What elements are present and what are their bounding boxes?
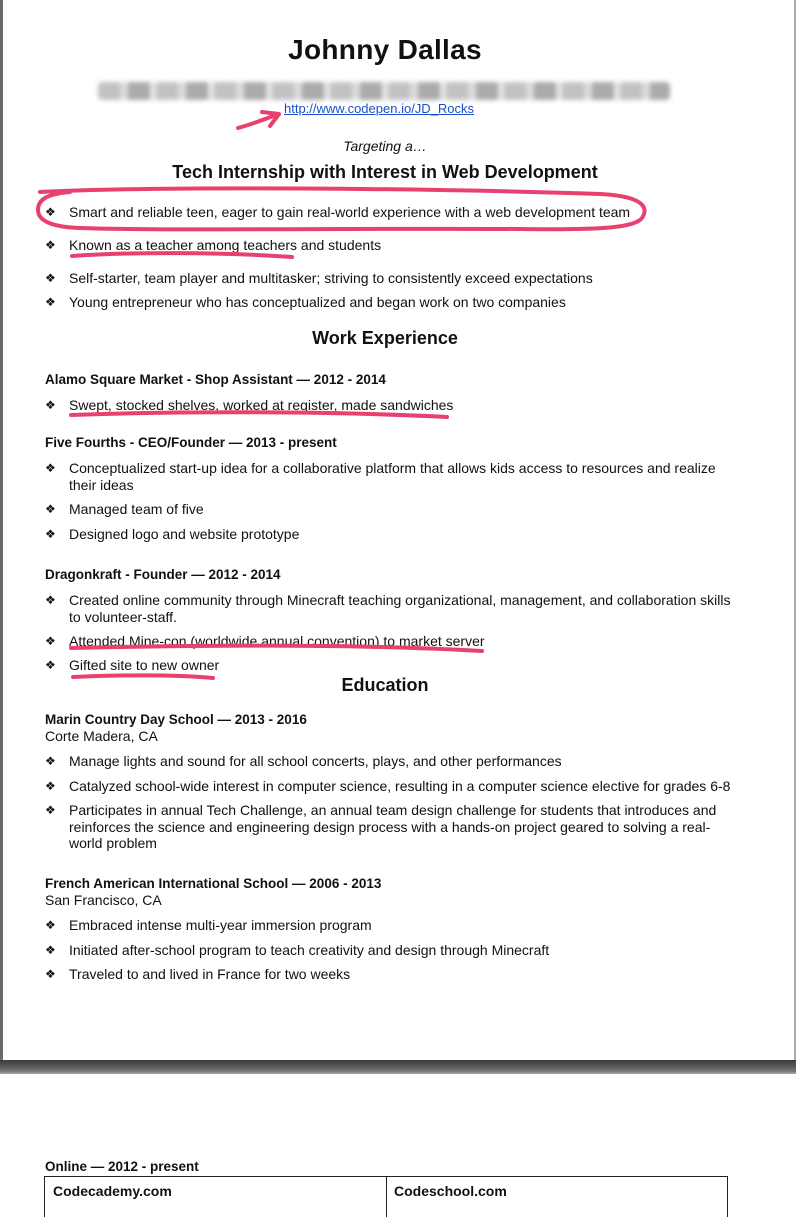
work-experience-heading: Work Experience: [312, 328, 458, 348]
job-title: Alamo Square Market - Shop Assistant — 2012 - 2014: [45, 372, 386, 387]
job-bullet: ❖ Managed team of five: [45, 501, 204, 517]
bullet-icon: ❖: [45, 461, 56, 475]
bullet-icon: ❖: [45, 918, 56, 932]
school-location: San Francisco, CA: [45, 892, 162, 908]
job-bullet: ❖ Designed logo and website prototype: [45, 526, 300, 542]
resume-name: Johnny Dallas: [288, 34, 482, 65]
bullet-icon: ❖: [45, 502, 56, 516]
portfolio-link[interactable]: http://www.codepen.io/JD_Rocks: [284, 101, 475, 116]
school-bullet: ❖ Catalyzed school-wide interest in computer science, resulting in a computer science elective for grades 6-8: [45, 778, 731, 794]
job-bullet: ❖ Swept, stocked shelves, worked at register, made sandwiches: [45, 397, 454, 413]
bullet-icon: ❖: [45, 271, 56, 285]
job-bullet: ❖ Gifted site to new owner: [45, 657, 220, 673]
bullet-icon: ❖: [45, 658, 56, 672]
school-bullet: ❖ Traveled to and lived in France for two weeks: [45, 966, 351, 982]
school-bullet: ❖ Initiated after-school program to teach creativity and design through Minecraft: [45, 942, 550, 958]
school-bullet: ❖ Manage lights and sound for all school concerts, plays, and other performances: [45, 753, 562, 769]
summary-item: ❖ Known as a teacher among teachers and students: [45, 237, 382, 253]
school-title: Marin Country Day School — 2013 - 2016: [45, 712, 307, 727]
online-courses-table: [44, 1176, 728, 1217]
bullet-icon: ❖: [45, 634, 56, 648]
arrow-icon: [238, 114, 278, 128]
bullet-icon: ❖: [45, 205, 56, 219]
job-bullet: ❖ Created online community through Minecraft teaching organizational, management, and collaboration skills to volunteer-staff.: [45, 592, 731, 625]
school-bullet: ❖ Participates in annual Tech Challenge, an annual team design challenge for students that introduces and reinforces the science and engineering design process with a hands-on project geared to solving a real-world problem: [45, 802, 717, 851]
school-bullet: ❖ Embraced intense multi-year immersion program: [45, 917, 372, 933]
targeting-label: Targeting a…: [343, 138, 427, 154]
underline-annotation: [72, 253, 292, 257]
job-title: Five Fourths - CEO/Founder — 2013 - present: [45, 435, 337, 450]
summary-item: ❖ Self-starter, team player and multitasker; striving to consistently exceed expectations: [45, 270, 593, 286]
bullet-icon: ❖: [45, 943, 56, 957]
bullet-icon: ❖: [45, 295, 56, 309]
job-bullet: ❖ Attended Mine-con (worldwide annual convention) to market server: [45, 633, 485, 649]
online-heading: Online — 2012 - present: [45, 1159, 199, 1174]
bullet-icon: ❖: [45, 527, 56, 541]
blurred-contact-info: [98, 82, 670, 100]
bullet-icon: ❖: [45, 238, 56, 252]
arrow-head: [262, 112, 279, 126]
bullet-icon: ❖: [45, 967, 56, 981]
job-bullet: ❖ Conceptualized start-up idea for a collaborative platform that allows kids access to resources and realize their ideas: [45, 460, 716, 493]
summary-item: ❖ Young entrepreneur who has conceptualized and began work on two companies: [45, 294, 566, 310]
table-cell-codeschool: Codeschool.com: [394, 1183, 507, 1199]
bullet-icon: ❖: [45, 779, 56, 793]
school-title: French American International School — 2006 - 2013: [45, 876, 382, 891]
table-cell-codecademy: Codecademy.com: [53, 1183, 172, 1199]
summary-item: ❖ Smart and reliable teen, eager to gain real-world experience with a web development team: [45, 204, 631, 220]
table-column-divider: [386, 1177, 387, 1217]
objective-heading: Tech Internship with Interest in Web Development: [172, 162, 598, 182]
bullet-icon: ❖: [45, 593, 56, 607]
bullet-icon: ❖: [45, 803, 56, 817]
job-title: Dragonkraft - Founder — 2012 - 2014: [45, 567, 281, 582]
school-location: Corte Madera, CA: [45, 728, 158, 744]
education-heading: Education: [341, 675, 429, 695]
page-edge-left: [0, 0, 3, 1060]
bullet-icon: ❖: [45, 398, 56, 412]
bullet-icon: ❖: [45, 754, 56, 768]
page-break-divider: [0, 1060, 796, 1074]
